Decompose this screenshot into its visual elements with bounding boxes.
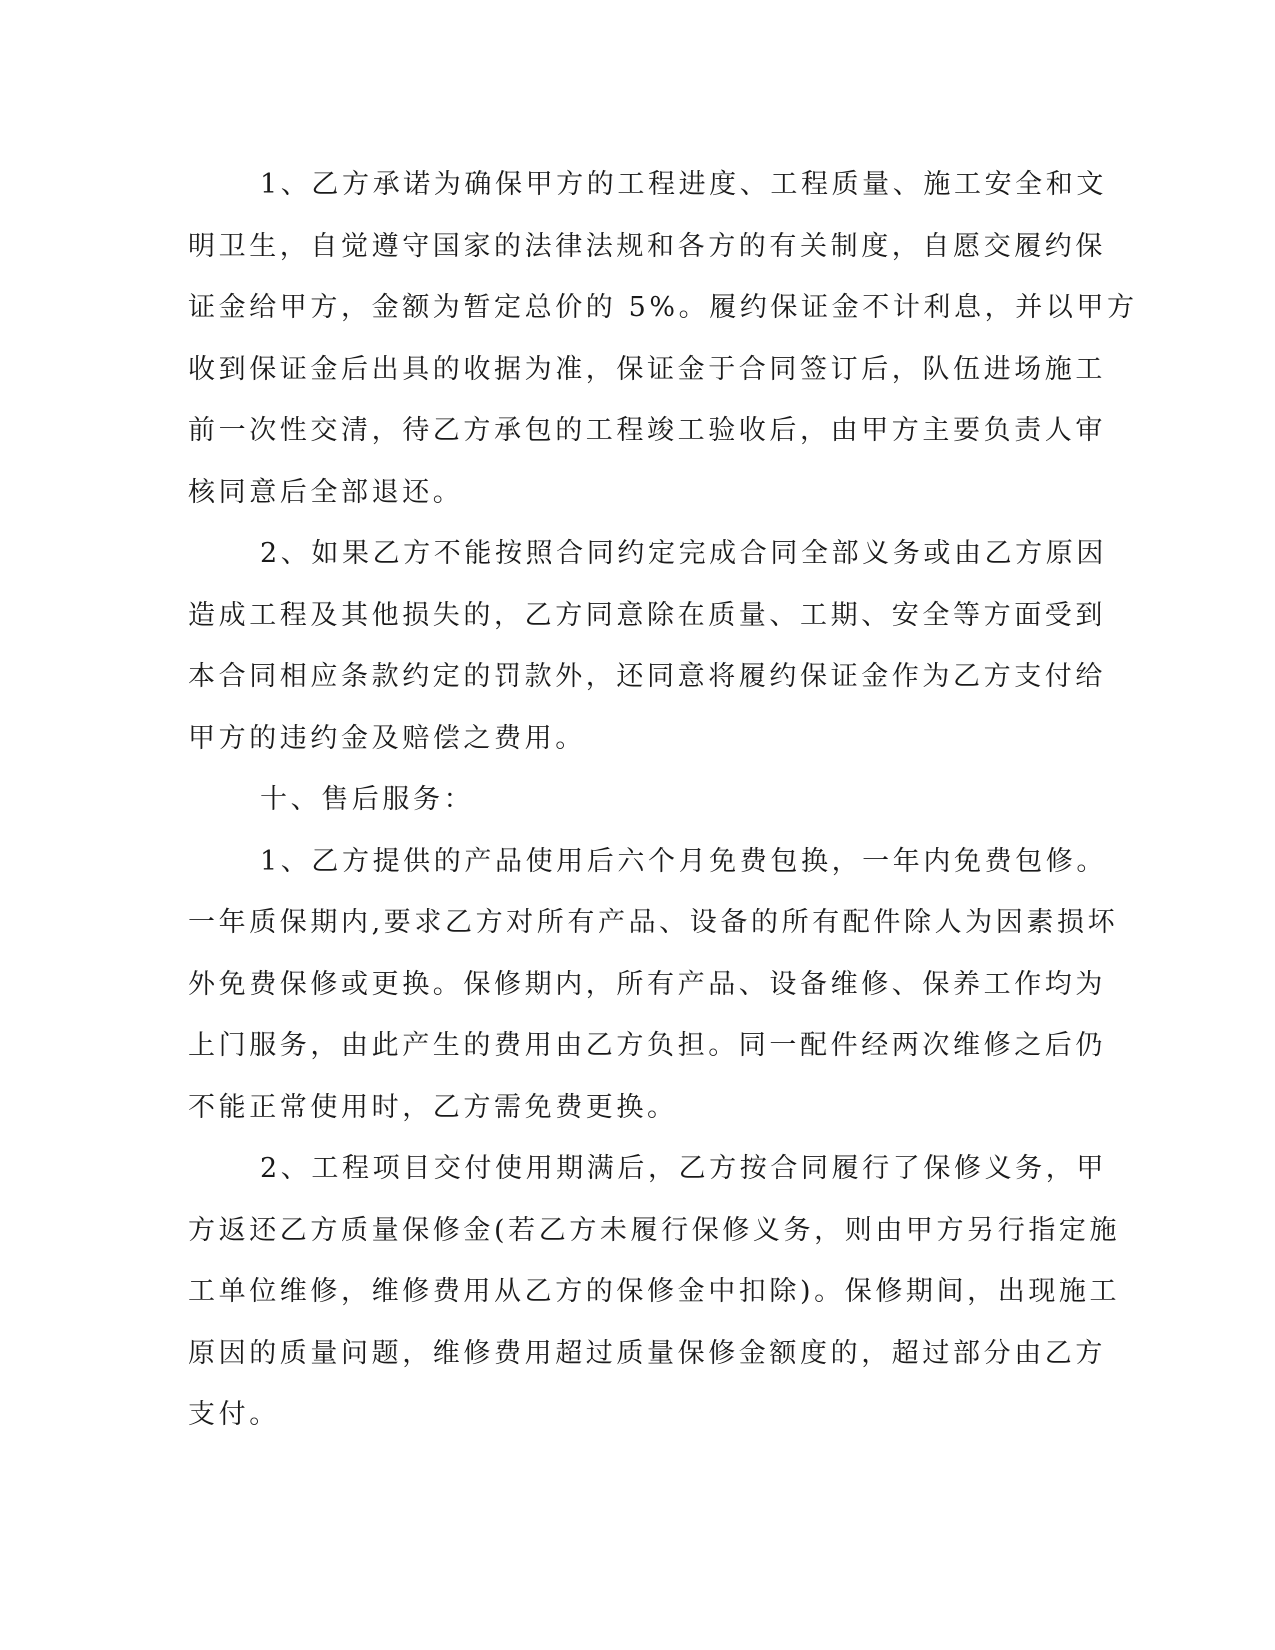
paragraph-line: 证金给甲方，金额为暂定总价的 5%。履约保证金不计利息，并以甲方: [188, 292, 1138, 323]
paragraph-line: 前一次性交清，待乙方承包的工程竣工验收后，由甲方主要负责人审: [188, 415, 1106, 446]
paragraph-line: 支付。: [188, 1399, 280, 1430]
paragraph-line: 方返还乙方质量保修金(若乙方未履行保修义务，则由甲方另行指定施: [188, 1214, 1121, 1246]
paragraph-line: 1、乙方承诺为确保甲方的工程进度、工程质量、施工安全和文: [260, 169, 1107, 200]
paragraph-line: 本合同相应条款约定的罚款外，还同意将履约保证金作为乙方支付给: [188, 661, 1106, 692]
paragraph-line: 不能正常使用时，乙方需免费更换。: [188, 1091, 678, 1123]
paragraph-line: 1、乙方提供的产品使用后六个月免费包换，一年内免费包修。: [260, 845, 1107, 877]
paragraph-line: 一年质保期内,要求乙方对所有产品、设备的所有配件除人为因素损坏: [188, 907, 1119, 938]
section-heading: 十、售后服务：: [260, 784, 475, 815]
document-body: [188, 154, 1138, 1446]
paragraph-line: 收到保证金后出具的收据为准，保证金于合同签订后，队伍进场施工: [188, 353, 1106, 385]
paragraph-line: 明卫生，自觉遵守国家的法律法规和各方的有关制度，自愿交履约保: [188, 230, 1106, 262]
paragraph-line: 2、如果乙方不能按照合同约定完成合同全部义务或由乙方原因: [260, 538, 1107, 569]
paragraph-line: 甲方的违约金及赔偿之费用。: [188, 722, 586, 754]
paragraph-line: 上门服务，由此产生的费用由乙方负担。同一配件经两次维修之后仍: [188, 1030, 1106, 1061]
paragraph-line: 原因的质量问题，维修费用超过质量保修金额度的，超过部分由乙方: [188, 1337, 1106, 1369]
paragraph-line: 造成工程及其他损失的，乙方同意除在质量、工期、安全等方面受到: [188, 599, 1106, 631]
paragraph-line: 2、工程项目交付使用期满后，乙方按合同履行了保修义务，甲: [260, 1153, 1107, 1184]
paragraph-line: 核同意后全部退还。: [188, 476, 464, 508]
paragraph-line: 外免费保修或更换。保修期内，所有产品、设备维修、保养工作均为: [188, 968, 1106, 1000]
paragraph-line: 工单位维修，维修费用从乙方的保修金中扣除)。保修期间，出现施工: [188, 1276, 1121, 1307]
